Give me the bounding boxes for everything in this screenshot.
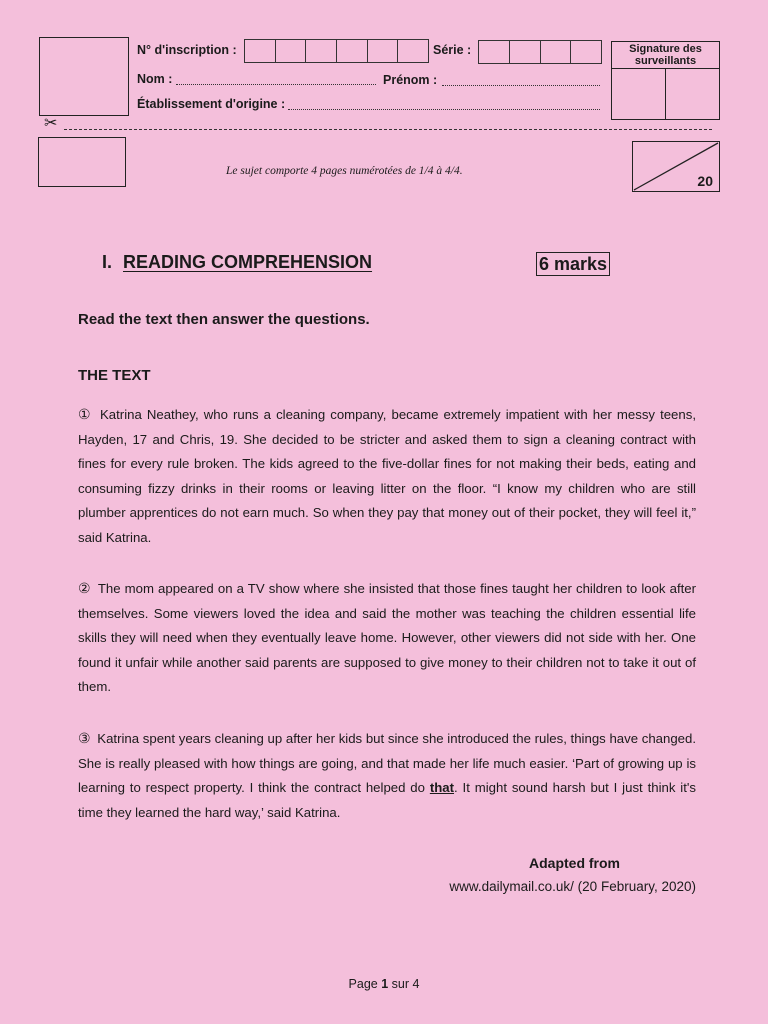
section-title (123, 252, 372, 273)
etablissement-label: Établissement d'origine : (137, 97, 286, 111)
grade-box (38, 137, 126, 187)
score-total: 20 (697, 173, 713, 189)
nom-field[interactable] (176, 84, 376, 85)
prenom-field[interactable] (442, 85, 600, 86)
nom-label: Nom : (137, 72, 173, 86)
subject-note: Le sujet comporte 4 pages numérotées de 1/4 à 4/4. (226, 165, 463, 177)
page-prefix: Page (348, 977, 378, 991)
paragraph-1-number: ① (78, 406, 92, 422)
paragraph-1 (78, 402, 696, 551)
signature-divider (665, 69, 666, 119)
signature-label-line2: surveillants (634, 55, 697, 67)
paragraph-3-that: that (429, 780, 455, 796)
scissors-icon: ✂ (44, 115, 58, 132)
cut-line (64, 129, 712, 130)
serie-cells[interactable] (478, 40, 602, 64)
prenom-label: Prénom : (383, 73, 438, 87)
page-footer (0, 977, 768, 991)
marks-badge: 6 marks (536, 252, 610, 276)
section-number: I. (102, 252, 113, 272)
signature-label (612, 43, 719, 69)
paragraph-2 (78, 576, 696, 700)
source-citation: www.dailymail.co.uk/ (20 February, 2020) (449, 879, 696, 894)
page-suffix: sur 4 (391, 977, 420, 991)
paragraph-3 (78, 726, 696, 825)
paragraph-1-text: Katrina Neathey, who runs a cleaning company, became extremely impatient with her messy teens, Hayden, 17 and Chris, 19. She decided to be stricter and asked them to sign a cleaning contract with fines for every rule broken. The kids agreed to the five-dollar fines for not making their beds, eating and consuming fizzy drinks in their rooms or leaving litter on the floor. “I know my children who are still plumber apprentices do not earn much. So when they pay that money out of their pocket, they will feel it,” said Katrina. (78, 407, 696, 545)
score-box (632, 141, 720, 192)
paragraph-3-text-a: Katrina spent years cleaning up after her kids but since she introduced the rules, things have changed. She is really pleased with how things are going, and that made her life much easier. ‘Part of growing up is learning to respect property. I think the contract helped do (78, 731, 696, 796)
signature-box (611, 41, 720, 120)
section-title-text: READING COMPREHENSION (123, 252, 373, 272)
text-heading: THE TEXT (78, 367, 151, 384)
paragraph-2-number: ② (78, 580, 91, 596)
inscription-label: N° d'inscription : (137, 43, 237, 57)
page-number: 1 (381, 977, 389, 991)
adapted-from: Adapted from (529, 855, 620, 871)
signature-label-line1: Signature des (629, 43, 702, 55)
paragraph-2-text: The mom appeared on a TV show where she insisted that those fines taught her children to look after themselves. Some viewers loved the idea and said the mother was teaching the children essential life skills they will need when they eventually leave home. However, other viewers did not side with her. One found it unfair while another said parents are supposed to give money to their children not to take it out of them. (78, 581, 696, 695)
inscription-number-cells[interactable] (244, 39, 429, 63)
paragraph-3-number: ③ (78, 730, 91, 746)
serie-label: Série : (433, 43, 472, 57)
etablissement-field[interactable] (288, 109, 600, 110)
instruction: Read the text then answer the questions. (78, 311, 370, 328)
paragraph-3-text-b: . It might sound harsh but I just think it's time they learned the hard way,’ said Katrina. (78, 780, 696, 820)
photo-box (39, 37, 129, 116)
